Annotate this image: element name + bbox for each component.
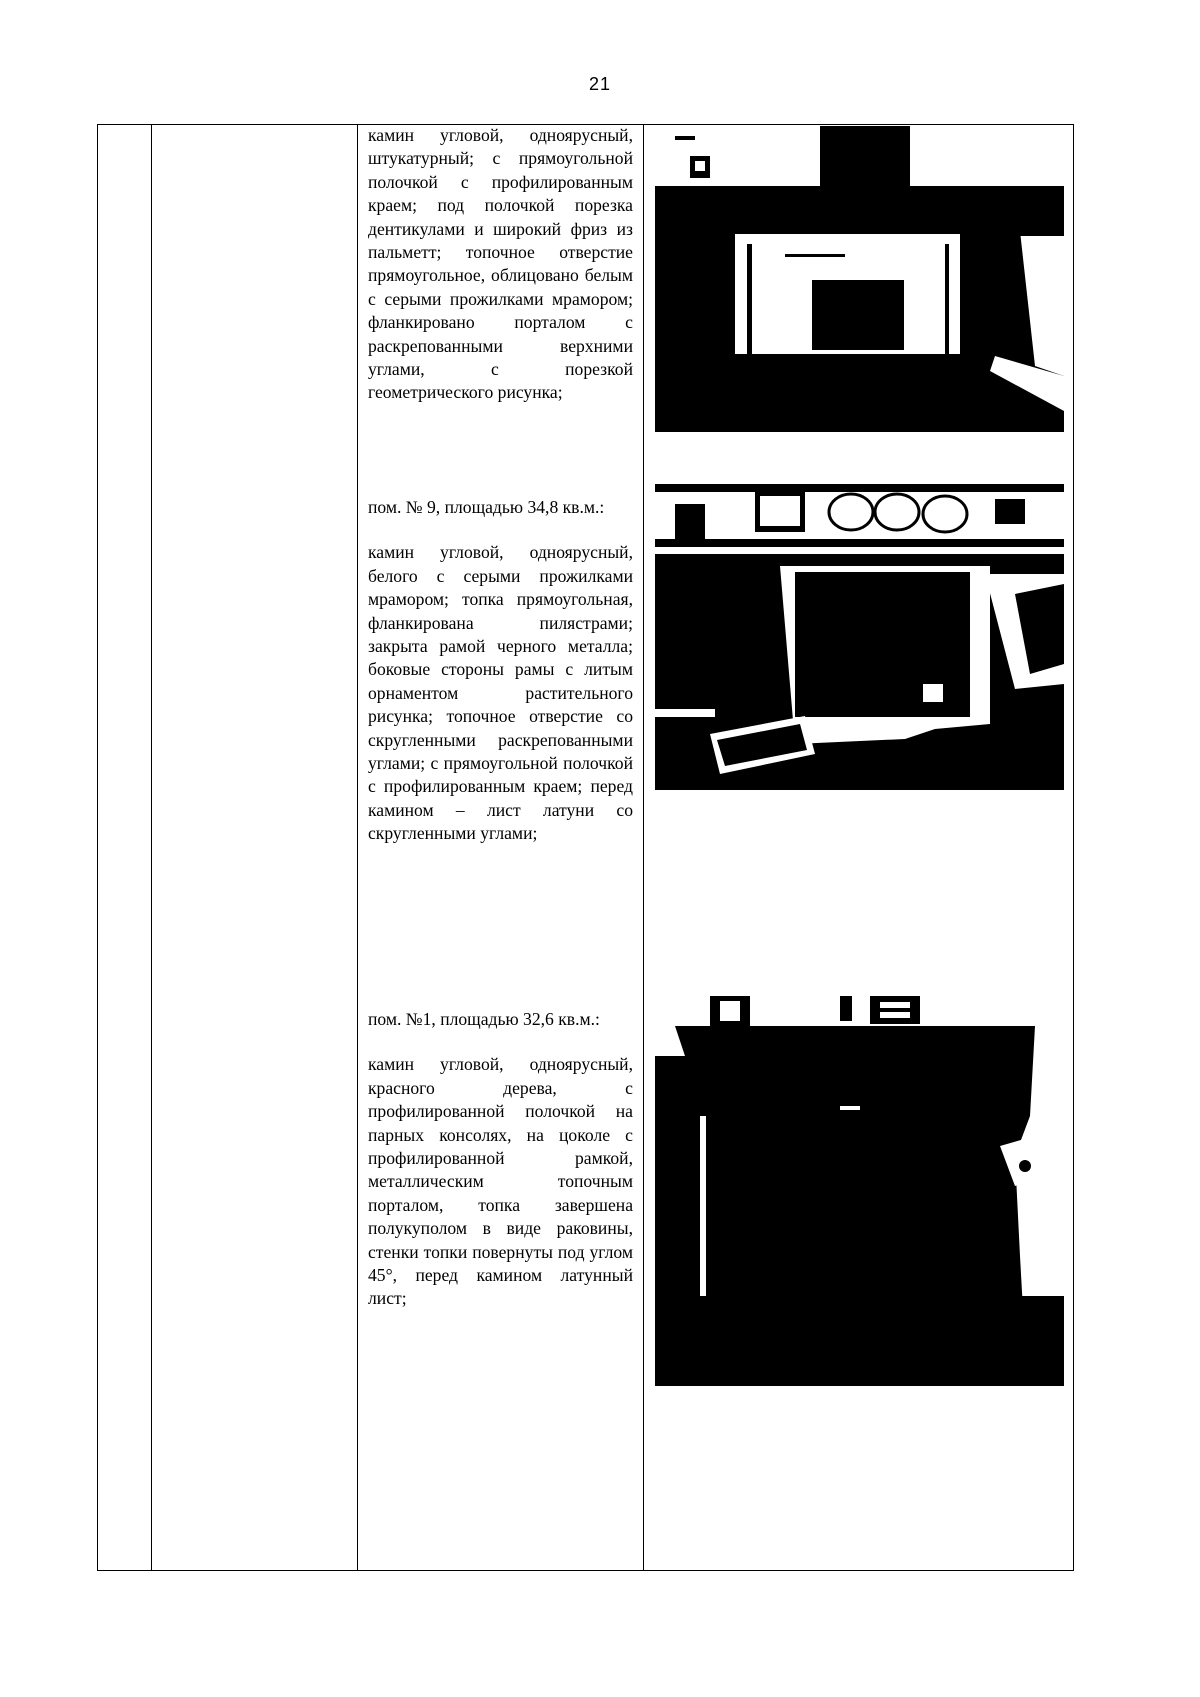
fireplace-description-2 <box>368 496 633 846</box>
description-text: камин угловой, одноярусный, штукатурный; с прямоугольной полочкой с профилированным краем; под полочкой порезка дентикулами и широкий фриз из пальметт; топочное отверстие прямоугольное, облицовано белым с серыми прожилками мрамором; фланкировано порталом с раскрепованными верхними углами, с порезкой геометрического рисунка; <box>368 125 633 403</box>
fireplace-photo-3 <box>655 996 1064 1386</box>
page-number: 21 <box>588 74 612 94</box>
fireplace-photo-1 <box>655 126 1064 432</box>
column-divider-3 <box>643 124 644 1571</box>
fireplace-description-3 <box>368 1008 633 1311</box>
description-text: камин угловой, одноярусный, красного дерева, с профилированной полочкой на парных консолях, на цоколе с профилированной рамкой, металлическим топочным порталом, топка завершена полукуполом в виде раковины, стенки топки повернуты под углом 45°, перед камином латунный лист; <box>368 1054 633 1309</box>
column-divider-2 <box>357 124 358 1571</box>
fireplace-photo-2 <box>655 484 1064 790</box>
room-title: пом. № 9, площадью 34,8 кв.м.: <box>368 497 605 517</box>
room-title: пом. №1, площадью 32,6 кв.м.: <box>368 1009 600 1029</box>
description-text: камин угловой, одноярусный, белого с серыми прожилками мрамором; топка прямоугольная, фланкирована пилястрами; закрыта рамой черного металла; боковые стороны рамы с литым орнаментом растительного рисунка; топочное отверстие со скругленными раскрепованными углами; с прямоугольной полочкой с профилированным краем; перед камином – лист латуни со скругленными углами; <box>368 542 633 844</box>
fireplace-description-1 <box>368 124 633 405</box>
column-divider-1 <box>151 124 152 1571</box>
